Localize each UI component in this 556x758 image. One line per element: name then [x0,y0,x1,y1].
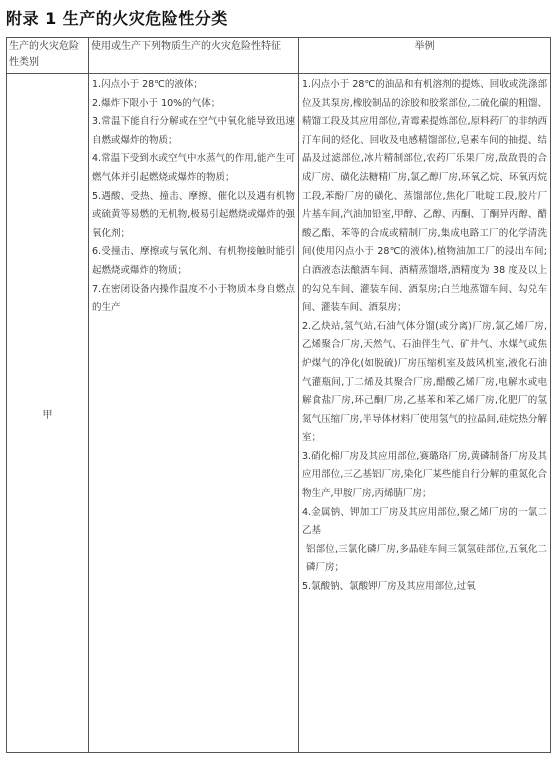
example-item: 2.乙炔站,氢气站,石油气体分馏(或分离)厂房,氯乙烯厂房,乙烯聚合厂房,天然气、石油伴生气、矿井气、水煤气或焦炉煤气的净化(如脱硫)厂房压缩机室及鼓风机室,液化石油气灌瓶间,丁二烯及其聚合厂房,醋酸乙烯厂房,电解水或电解食盐厂房,环己酮厂房,乙基苯和苯乙烯厂房,化肥厂的氢氮气压缩厂房,半导体材料厂使用氢气的拉晶间,硅烷热分解室； [302,320,547,444]
condition-item: 3.常温下能自行分解或在空气中氧化能导致迅速自燃或爆炸的物质； [92,116,295,146]
example-item: 3.硝化棉厂房及其应用部位,赛璐珞厂房,黄磷制备厂房及其应用部位,三乙基铝厂房,染化厂某些能自行分解的重氮化合物生产,甲胺厂房,丙烯腈厂房； [302,450,547,500]
fire-hazard-table [6,37,551,753]
table-header-row [7,38,551,74]
condition-item: 4.常温下受到水或空气中水蒸气的作用,能产生可燃气体并引起燃烧或爆炸的物质； [92,153,295,183]
condition-item: 2.爆炸下限小于 10%的气体； [92,97,221,109]
table-row [7,74,551,753]
condition-item: 7.在密闭设备内操作温度不小于物质本身自燃点的生产 [92,283,295,314]
header-characteristics: 使用或生产下列物质生产的火灾危险性特征 [89,38,299,74]
example-item: 铝部位,三氯化磷厂房,多晶硅车间三氯氢硅部位,五氧化二磷厂房； [306,543,547,574]
page-title: 附录 1 生产的火灾危险性分类 [6,9,228,28]
example-item: 4.金属钠、钾加工厂房及其应用部位,聚乙烯厂房的一氯二乙基 [302,506,547,537]
examples-cell [299,74,551,753]
category-cell: 甲 [7,74,89,753]
condition-item: 5.遇酸、受热、撞击、摩擦、催化以及遇有机物或硫黄等易燃的无机物,极易引起燃烧或爆炸的强氧化剂； [92,190,295,239]
condition-item: 6.受撞击、摩擦或与氧化剂、有机物接触时能引起燃烧或爆炸的物质； [92,246,295,276]
example-item: 5.氯酸钠、氯酸钾厂房及其应用部位,过氧 [302,581,476,593]
condition-item: 1.闪点小于 28℃的液体； [92,79,203,90]
example-item: 1.闪点小于 28℃的油品和有机溶剂的提炼、回收或洗涤部位及其泵房,橡胶制品的涂胶和胶浆部位,二硫化碳的粗馏、精馏工段及其应用部位,青霉素提炼部位,原料药厂的非纳西汀车间的烃化、回收及电感精馏部位,皂素车间的抽提、结晶及过滤部位,冰片精制部位,农药厂乐果厂房,敌敌畏的合成厂房、磺化法糖精厂房,氯乙醇厂房,环氧乙烷、环氧丙烷工段,苯酚厂房的磺化、蒸馏部位,焦化厂吡啶工段,胶片厂片基车间,汽油加铅室,甲醇、乙醇、丙酮、丁酮异丙醇、醋酸乙酯、苯等的合成或精制厂房,集成电路工厂的化学清洗间(使用闪点小于 28℃的液体),植物油加工厂的浸出车间;白酒液态法酿酒车间、酒精蒸馏塔,酒精度为 38 度及以上的勾兑车间、灌装车间、酒泵房;白兰地蒸馏车间、勾兑车间、灌装车间、酒泵房； [302,79,547,314]
header-category: 生产的火灾危险性类别 [7,38,89,74]
conditions-cell [89,74,299,753]
header-examples: 举例 [299,38,551,74]
